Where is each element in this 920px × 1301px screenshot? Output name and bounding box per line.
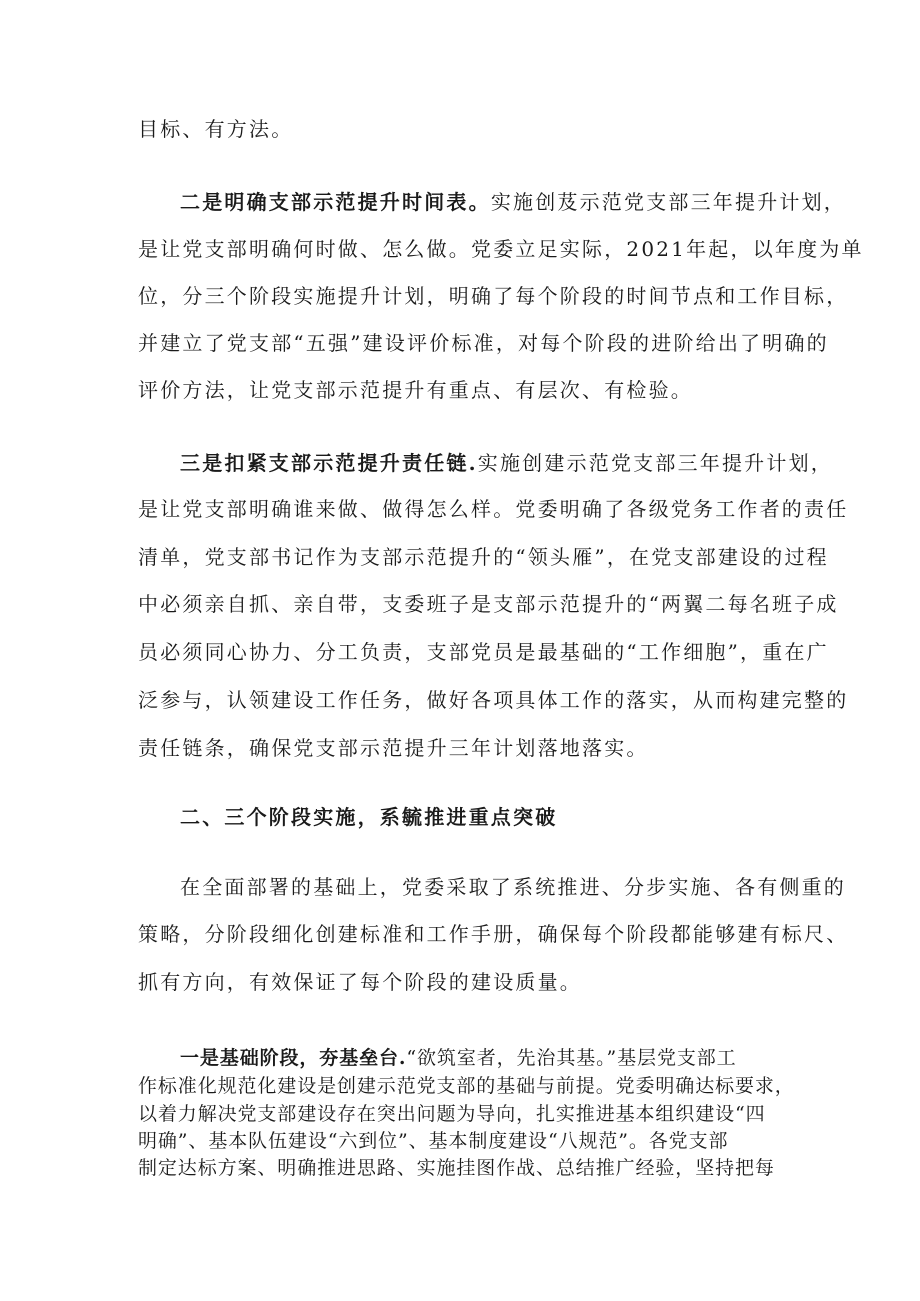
- paragraph-2-lead: 三是扣紧支部示范提升责任链.: [180, 451, 478, 475]
- paragraph-1-line-1-rest: 实施创芨示范党支部三年提升计划，: [490, 190, 847, 214]
- paragraph-4-lead: 一是基础阶段，夯基垒台.: [180, 1047, 407, 1069]
- paragraph-2-line-1-rest: 实施创建示范党支部三年提升计划，: [477, 451, 833, 475]
- paragraph-1-line-3: 位，分三个阶段实施提升计划，明确了每个阶段的时间节点和工作目标，: [138, 284, 849, 308]
- paragraph-2-line-3: 清单，党支部书记作为支部示范提升的“领头雁”，在党支部建设的过程: [138, 545, 829, 569]
- paragraph-2-line-1: [180, 451, 833, 475]
- paragraph-1-line-2: 是让党支部明确何时做、怎么做。党委立足实际，2021年起，以年度为单: [138, 237, 864, 261]
- paragraph-3-line-1: 在全面部署的基础上，党委采取了系统推进、分步实施、各有侧重的: [180, 875, 846, 899]
- paragraph-1-line-5: 评价方法，让党支部示范提升有重点、有层次、有检验。: [138, 378, 693, 402]
- paragraph-2-line-4: 中必须亲自抓、亲自带，支委班子是支部示范提升的“两翼二每名班子成: [138, 592, 839, 616]
- paragraph-1-line-1: [180, 190, 846, 214]
- paragraph-0-line-1: 目标、有方法。: [138, 117, 294, 141]
- paragraph-1-lead: 二是明确支部示范提升时间表。: [180, 190, 491, 214]
- paragraph-3-line-2: 策略，分阶段细化创建标准和工作手册，确保每个阶段都能够建有标尺、: [138, 922, 849, 946]
- paragraph-4-line-1-rest: “欲筑室者，先治其基。”基层党支部工: [406, 1047, 737, 1069]
- paragraph-4-line-1: [180, 1047, 737, 1069]
- paragraph-4-line-3: 以着力解决党支部建设存在突出问题为导向，扎实推进基本组织建设“四: [138, 1103, 766, 1125]
- paragraph-3-line-3: 抓有方向，有效保证了每个阶段的建设质量。: [138, 970, 582, 994]
- paragraph-1-line-4: 并建立了党支部“五强”建设评价标准，对每个阶段的进阶给出了明确的: [138, 331, 829, 355]
- paragraph-2-line-7: 责任链条，确保党支部示范提升三年计划落地落实。: [138, 736, 649, 760]
- paragraph-4-line-2: 作标准化规范化建设是创建示范党支部的基础与前提。党委明确达标要求，: [138, 1075, 795, 1097]
- section-heading: 二、三个阶段实施，系毓推进重点突破: [180, 805, 558, 829]
- paragraph-2-line-5: 员必须同心协力、分工负责，支部党员是最基础的“工作细胞”，重在广: [138, 640, 829, 664]
- paragraph-2-line-2: 是让党支部明确谁来做、做得怎么样。党委明确了各级党务工作者的责任: [138, 497, 849, 521]
- paragraph-4-line-5: 制定达标方案、明确推进思路、实施挂图作战、总结推广经验，坚持把每: [138, 1157, 775, 1179]
- paragraph-4-line-4: 明确”、基本队伍建设“六到位”、基本制度建设“八规范”。各党支部: [138, 1130, 729, 1152]
- paragraph-2-line-6: 泛参与，认领建设工作任务，做好各项具体工作的落实，从而构建完整的: [138, 688, 849, 712]
